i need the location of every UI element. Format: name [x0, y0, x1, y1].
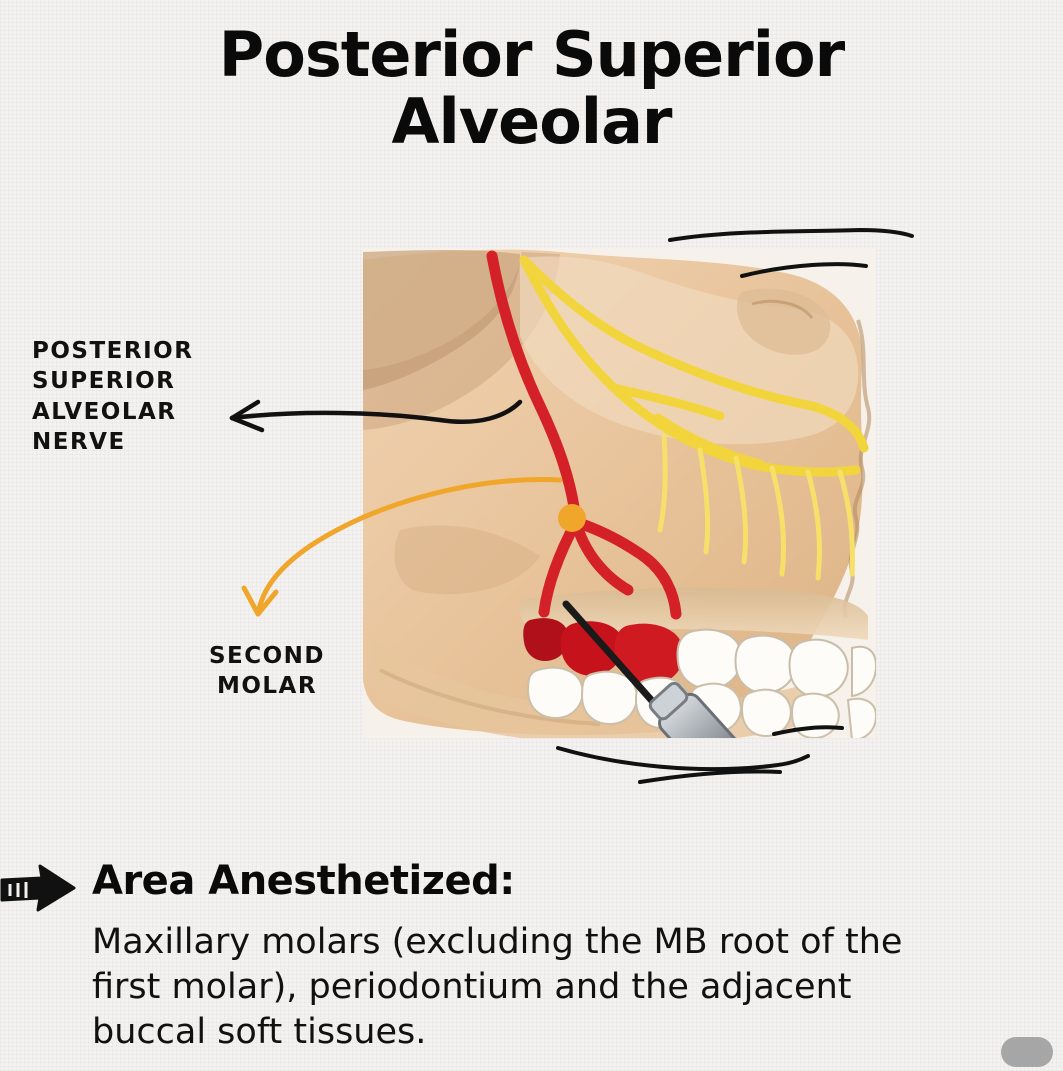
skull-illustration-body: [363, 248, 876, 820]
corner-indicator: [1001, 1037, 1053, 1067]
page-title-line-2: Alveolar: [391, 84, 672, 158]
page-title: [0, 18, 1063, 158]
area-anesthetized-section: [0, 852, 1063, 1071]
arrow-right-icon: [0, 862, 78, 918]
area-anesthetized-heading: Area Anesthetized:: [92, 858, 515, 904]
label-second-molar: SECOND MOLAR: [208, 643, 326, 700]
page-title-line-1: Posterior Superior: [218, 18, 845, 91]
injection-point-marker: [558, 504, 586, 532]
anatomy-illustration: [0, 200, 1063, 820]
area-anesthetized-body: Maxillary molars (excluding the MB root of the first molar), periodontium and the adjacent buccal soft tissues.: [92, 922, 903, 1052]
label-posterior-superior-alveolar-nerve: POSTERIOR SUPERIOR ALVEOLAR NERVE: [32, 338, 194, 456]
